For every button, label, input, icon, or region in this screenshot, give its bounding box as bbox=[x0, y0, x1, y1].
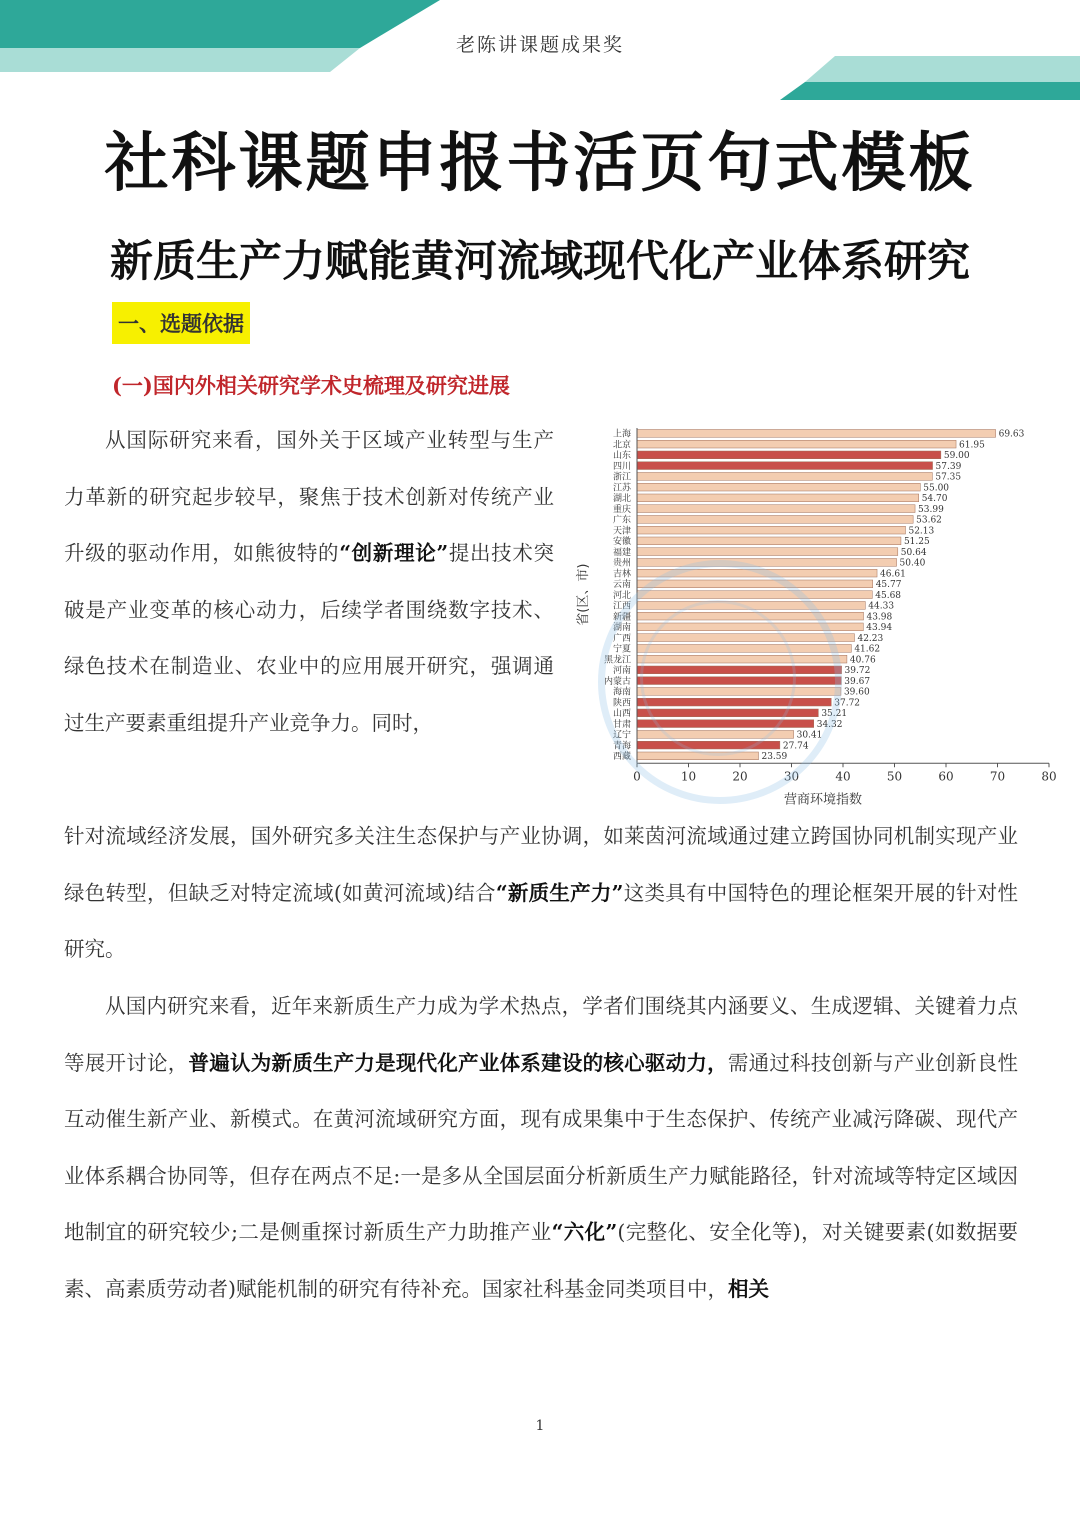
value-label: 45.77 bbox=[875, 580, 902, 591]
bold-term: 相关 bbox=[728, 1276, 769, 1301]
value-label: 43.94 bbox=[866, 623, 893, 634]
category-label: 山东 bbox=[612, 451, 631, 462]
document-title: 社科课题申报书活页句式模板 bbox=[104, 127, 976, 201]
category-label: 辽宁 bbox=[612, 730, 631, 741]
value-label: 51.25 bbox=[903, 537, 930, 548]
x-tick-label: 60 bbox=[938, 769, 954, 784]
value-label: 43.98 bbox=[866, 612, 893, 623]
x-tick-label: 40 bbox=[835, 769, 851, 784]
bar bbox=[637, 548, 898, 556]
category-label: 湖南 bbox=[612, 623, 631, 634]
paragraph-text: 针对流域经济发展，国外研究多关注生态保护与产业协调，如莱茵河流域通过建立跨国协同机制实现产业绿色转型，但缺乏对特定流域(如黄河流域)结合 bbox=[64, 824, 1018, 905]
bar bbox=[637, 430, 996, 438]
section-heading: 一、选题依据 bbox=[112, 302, 250, 344]
bar bbox=[637, 505, 915, 513]
category-label: 河北 bbox=[612, 590, 631, 601]
value-label: 27.74 bbox=[782, 741, 809, 752]
category-label: 福建 bbox=[612, 547, 631, 558]
category-label: 青海 bbox=[612, 741, 631, 752]
value-label: 69.63 bbox=[998, 429, 1025, 440]
category-label: 上海 bbox=[612, 429, 631, 440]
value-label: 44.33 bbox=[868, 601, 895, 612]
value-label: 55.00 bbox=[923, 483, 950, 494]
value-label: 54.70 bbox=[921, 494, 948, 505]
category-label: 云南 bbox=[612, 580, 631, 591]
bold-term: “创新理论” bbox=[339, 541, 449, 565]
value-label: 34.32 bbox=[816, 719, 843, 730]
paragraph-international-continued bbox=[64, 808, 1018, 978]
bar bbox=[637, 494, 919, 502]
value-label: 39.72 bbox=[844, 666, 871, 677]
subsection-heading: (一)国内外相关研究学术史梳理及研究进展 bbox=[112, 373, 510, 398]
category-label: 宁夏 bbox=[612, 644, 631, 655]
value-label: 53.99 bbox=[918, 504, 944, 515]
category-label: 内蒙古 bbox=[603, 676, 631, 687]
value-label: 61.95 bbox=[959, 440, 985, 451]
x-tick-label: 80 bbox=[1041, 769, 1057, 784]
bar bbox=[637, 526, 905, 534]
paragraph-text: 需通过科技创新与产业创新良性互动催生新产业、新模式。在黄河流域研究方面，现有成果集中于生态保护、传统产业减污降碳、现代产业体系耦合协同等，但存在两点不足:一是多从全国层面分析新质生产力赋能路径，针对流域等特定区域因地制宜的研究较少;二是侧重探讨新质生产力助推产业 bbox=[64, 1050, 1019, 1244]
category-label: 天津 bbox=[612, 526, 631, 537]
category-label: 广东 bbox=[612, 515, 631, 526]
bold-term: “新质生产力” bbox=[495, 880, 624, 905]
category-label: 陕西 bbox=[612, 698, 631, 709]
category-label: 江苏 bbox=[612, 483, 631, 494]
paragraph-domestic bbox=[64, 978, 1018, 1317]
bar bbox=[637, 537, 901, 545]
x-tick-label: 30 bbox=[783, 769, 800, 784]
x-tick-label: 0 bbox=[633, 769, 641, 784]
value-label: 42.23 bbox=[857, 633, 884, 644]
value-label: 46.61 bbox=[880, 569, 906, 580]
category-label: 广西 bbox=[612, 633, 631, 644]
document-subtitle: 新质生产力赋能黄河流域现代化产业体系研究 bbox=[110, 237, 970, 287]
bold-sentence: 普遍认为新质生产力是现代化产业体系建设的核心驱动力， bbox=[188, 1050, 728, 1075]
value-label: 37.72 bbox=[834, 698, 861, 709]
category-label: 海南 bbox=[612, 687, 631, 698]
value-label: 39.60 bbox=[843, 687, 870, 698]
y-axis-title: 省(区、市) bbox=[576, 563, 591, 626]
page-number: 1 bbox=[535, 1418, 545, 1434]
paragraph-text: 这类具有中国特色的理论框架开展的针对性研究。 bbox=[64, 880, 1018, 961]
header-band-right-dark bbox=[780, 82, 1080, 100]
bar bbox=[637, 473, 932, 481]
value-label: 57.35 bbox=[935, 472, 962, 483]
value-label: 23.59 bbox=[761, 752, 788, 763]
value-label: 40.76 bbox=[849, 655, 876, 666]
watermark-seal-inner bbox=[640, 600, 796, 756]
category-label: 吉林 bbox=[612, 569, 631, 580]
category-label: 重庆 bbox=[612, 504, 631, 515]
paragraph-international bbox=[64, 412, 554, 751]
category-label: 江西 bbox=[612, 601, 631, 612]
category-label: 西藏 bbox=[612, 752, 631, 763]
x-tick-label: 20 bbox=[732, 769, 748, 784]
category-label: 甘肃 bbox=[612, 719, 631, 730]
value-label: 45.68 bbox=[875, 590, 902, 601]
paragraph-text: 从国际研究来看，国外关于区域产业转型与生产力革新的研究起步较早，聚焦于技术创新对传统产业升级的驱动作用，如熊彼特的 bbox=[64, 428, 554, 565]
value-label: 50.64 bbox=[900, 547, 927, 558]
value-label: 59.00 bbox=[943, 451, 970, 462]
category-label: 河南 bbox=[612, 666, 631, 677]
value-label: 30.41 bbox=[796, 730, 823, 741]
paragraph-text: 从国内研究来看，近年来新质生产力成为学术热点，学者们围绕其内涵要义、生成逻辑、关键着力点等展开讨论， bbox=[64, 994, 1018, 1075]
category-label: 湖北 bbox=[612, 494, 631, 505]
x-tick-label: 70 bbox=[989, 769, 1006, 784]
category-label: 黑龙江 bbox=[603, 655, 631, 666]
value-label: 41.62 bbox=[854, 644, 881, 655]
value-label: 39.67 bbox=[844, 676, 871, 687]
category-label: 贵州 bbox=[612, 558, 631, 569]
value-label: 50.40 bbox=[899, 558, 926, 569]
bar bbox=[637, 483, 920, 491]
x-tick-label: 50 bbox=[886, 769, 903, 784]
category-label: 山西 bbox=[612, 709, 631, 720]
category-label: 新疆 bbox=[612, 612, 631, 623]
category-label: 北京 bbox=[612, 440, 631, 451]
value-label: 57.39 bbox=[935, 461, 962, 472]
bar bbox=[637, 516, 913, 524]
bold-term: “六化” bbox=[551, 1220, 618, 1244]
category-label: 安徽 bbox=[612, 537, 631, 548]
x-axis-title: 营商环境指数 bbox=[783, 792, 863, 805]
header-title: 老陈讲课题成果奖 bbox=[455, 34, 624, 56]
bar bbox=[637, 559, 897, 567]
category-label: 浙江 bbox=[612, 472, 631, 483]
header-band-right-light bbox=[805, 56, 1080, 82]
value-label: 52.13 bbox=[908, 526, 935, 537]
bar bbox=[637, 462, 933, 470]
paragraph-text: (完整化、安全化等)，对关键要素(如数据要素、高素质劳动者)赋能机制的研究有待补充。国家社科基金同类项目中， bbox=[64, 1220, 1018, 1301]
bar bbox=[637, 440, 956, 448]
value-label: 53.62 bbox=[916, 515, 942, 526]
paragraph-text: 提出技术突破是产业变革的核心动力，后续学者围绕数字技术、绿色技术在制造业、农业中的应用展开研究，强调通过生产要素重组提升产业竞争力。同时， bbox=[64, 541, 555, 735]
x-tick-label: 10 bbox=[680, 769, 697, 784]
value-label: 35.21 bbox=[821, 709, 848, 720]
bar bbox=[637, 451, 941, 459]
category-label: 四川 bbox=[612, 461, 631, 472]
